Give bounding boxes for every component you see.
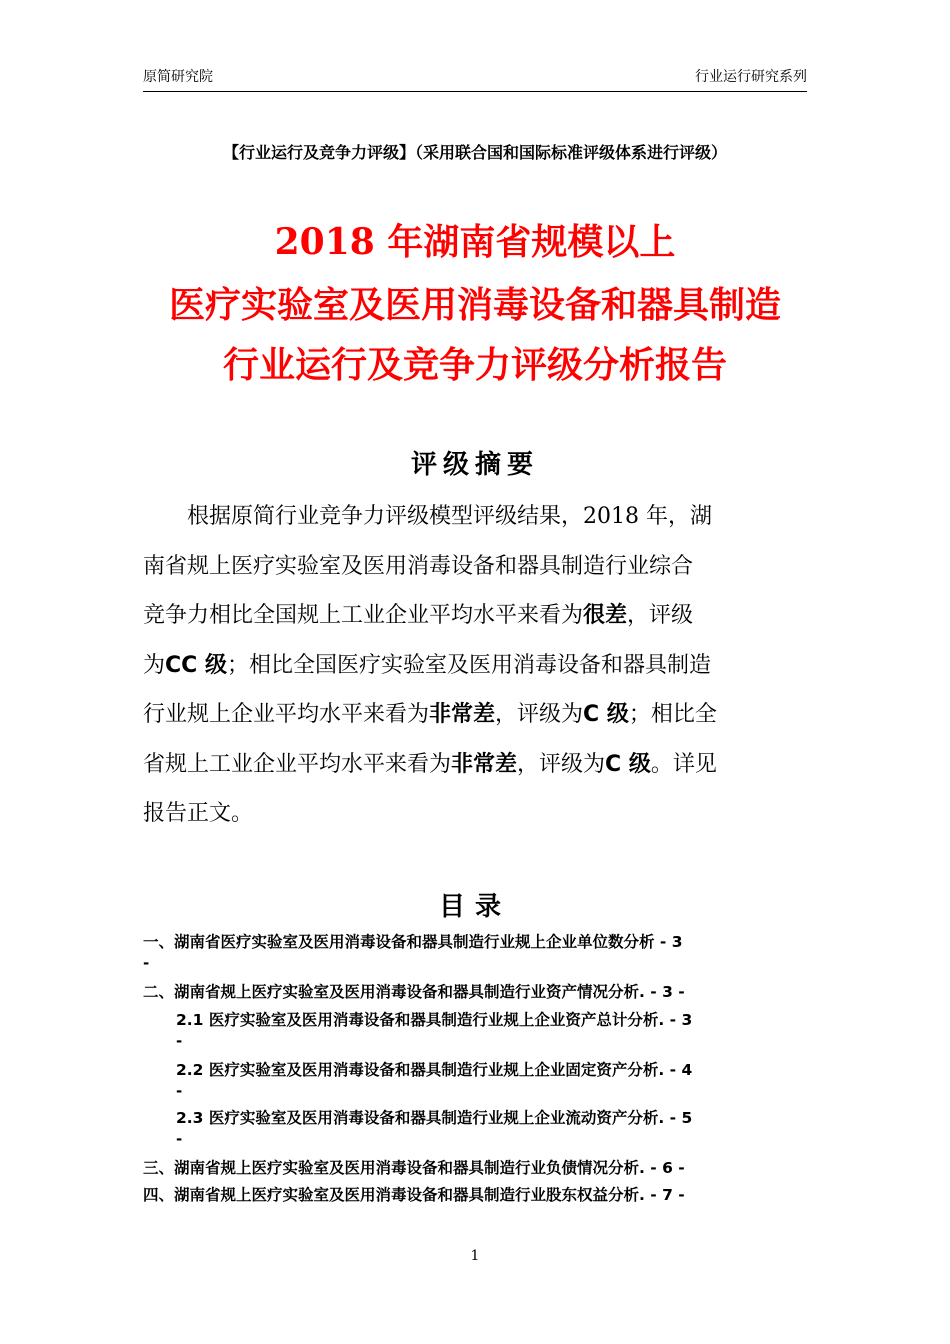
summary-text: ，评级为 — [495, 702, 584, 727]
summary-text: 行业规上企业平均水平来看为 — [143, 702, 430, 727]
header-series-name: 行业运行研究系列 — [695, 69, 807, 85]
toc-subentry[interactable]: 2.1 医疗实验室及医用消毒设备和器具制造行业规上企业资产总计分析. - 3 — [176, 1011, 693, 1029]
toc-heading: 目录 — [438, 892, 511, 922]
toc-entry[interactable]: 三、湖南省规上医疗实验室及医用消毒设备和器具制造行业负债情况分析. - 6 - — [143, 1159, 685, 1177]
summary-text: 。详见 — [650, 751, 717, 777]
rating-tagline: 【行业运行及竞争力评级】（采用联合国和国际标准评级体系进行评级） — [222, 143, 727, 162]
summary-line: 根据原简行业竞争力评级模型评级结果，2018 年，湖 — [187, 504, 712, 529]
report-title-line-1: 2018 年湖南省规模以上 — [274, 221, 676, 263]
summary-line — [143, 740, 807, 790]
summary-paragraph — [143, 492, 807, 839]
rating-emphasis: 非常差 — [451, 751, 518, 777]
summary-line — [143, 690, 807, 740]
toc-entry[interactable]: 一、湖南省医疗实验室及医用消毒设备和器具制造行业规上企业单位数分析 - 3 — [143, 933, 683, 951]
toc-entry[interactable]: 四、湖南省规上医疗实验室及医用消毒设备和器具制造行业股东权益分析. - 7 - — [143, 1186, 685, 1204]
summary-line — [143, 591, 807, 641]
rating-emphasis: 很差 — [583, 603, 628, 628]
toc-entry-continuation: - — [176, 1130, 183, 1148]
header-org-name: 原简研究院 — [143, 69, 213, 85]
toc-subentry[interactable]: 2.3 医疗实验室及医用消毒设备和器具制造行业规上企业流动资产分析. - 5 — [176, 1109, 693, 1127]
header-divider — [143, 91, 807, 92]
summary-text: ；相比全 — [628, 702, 717, 727]
summary-line: 报告正文。 — [143, 801, 254, 826]
toc-entry-continuation: - — [143, 954, 150, 972]
summary-text: 为 — [143, 652, 166, 678]
summary-text: ，评级为 — [517, 751, 606, 777]
summary-text: ；相比全国医疗实验室及医用消毒设备和器具制造 — [226, 652, 711, 678]
toc-entry-continuation: - — [176, 1032, 183, 1050]
toc-subentry[interactable]: 2.2 医疗实验室及医用消毒设备和器具制造行业规上企业固定资产分析. - 4 — [176, 1061, 693, 1079]
summary-text: ，评级 — [627, 603, 694, 628]
report-title-line-3: 行业运行及竞争力评级分析报告 — [222, 344, 727, 386]
toc-entry[interactable]: 二、湖南省规上医疗实验室及医用消毒设备和器具制造行业资产情况分析. - 3 - — [143, 983, 685, 1001]
rating-grade: CC 级 — [165, 652, 227, 678]
summary-text: 竞争力相比全国规上工业企业平均水平来看为 — [143, 603, 584, 628]
summary-heading: 评级摘要 — [410, 450, 539, 480]
page-number: 1 — [470, 1248, 480, 1264]
summary-text: 省规上工业企业平均水平来看为 — [143, 751, 452, 777]
toc-entry-continuation: - — [176, 1082, 183, 1100]
rating-emphasis: 非常差 — [429, 702, 496, 727]
summary-line: 南省规上医疗实验室及医用消毒设备和器具制造行业综合 — [143, 553, 694, 579]
summary-line — [143, 641, 807, 691]
rating-grade: C 级 — [583, 702, 629, 727]
report-title-line-2: 医疗实验室及医用消毒设备和器具制造 — [168, 284, 781, 326]
rating-grade: C 级 — [605, 751, 651, 777]
